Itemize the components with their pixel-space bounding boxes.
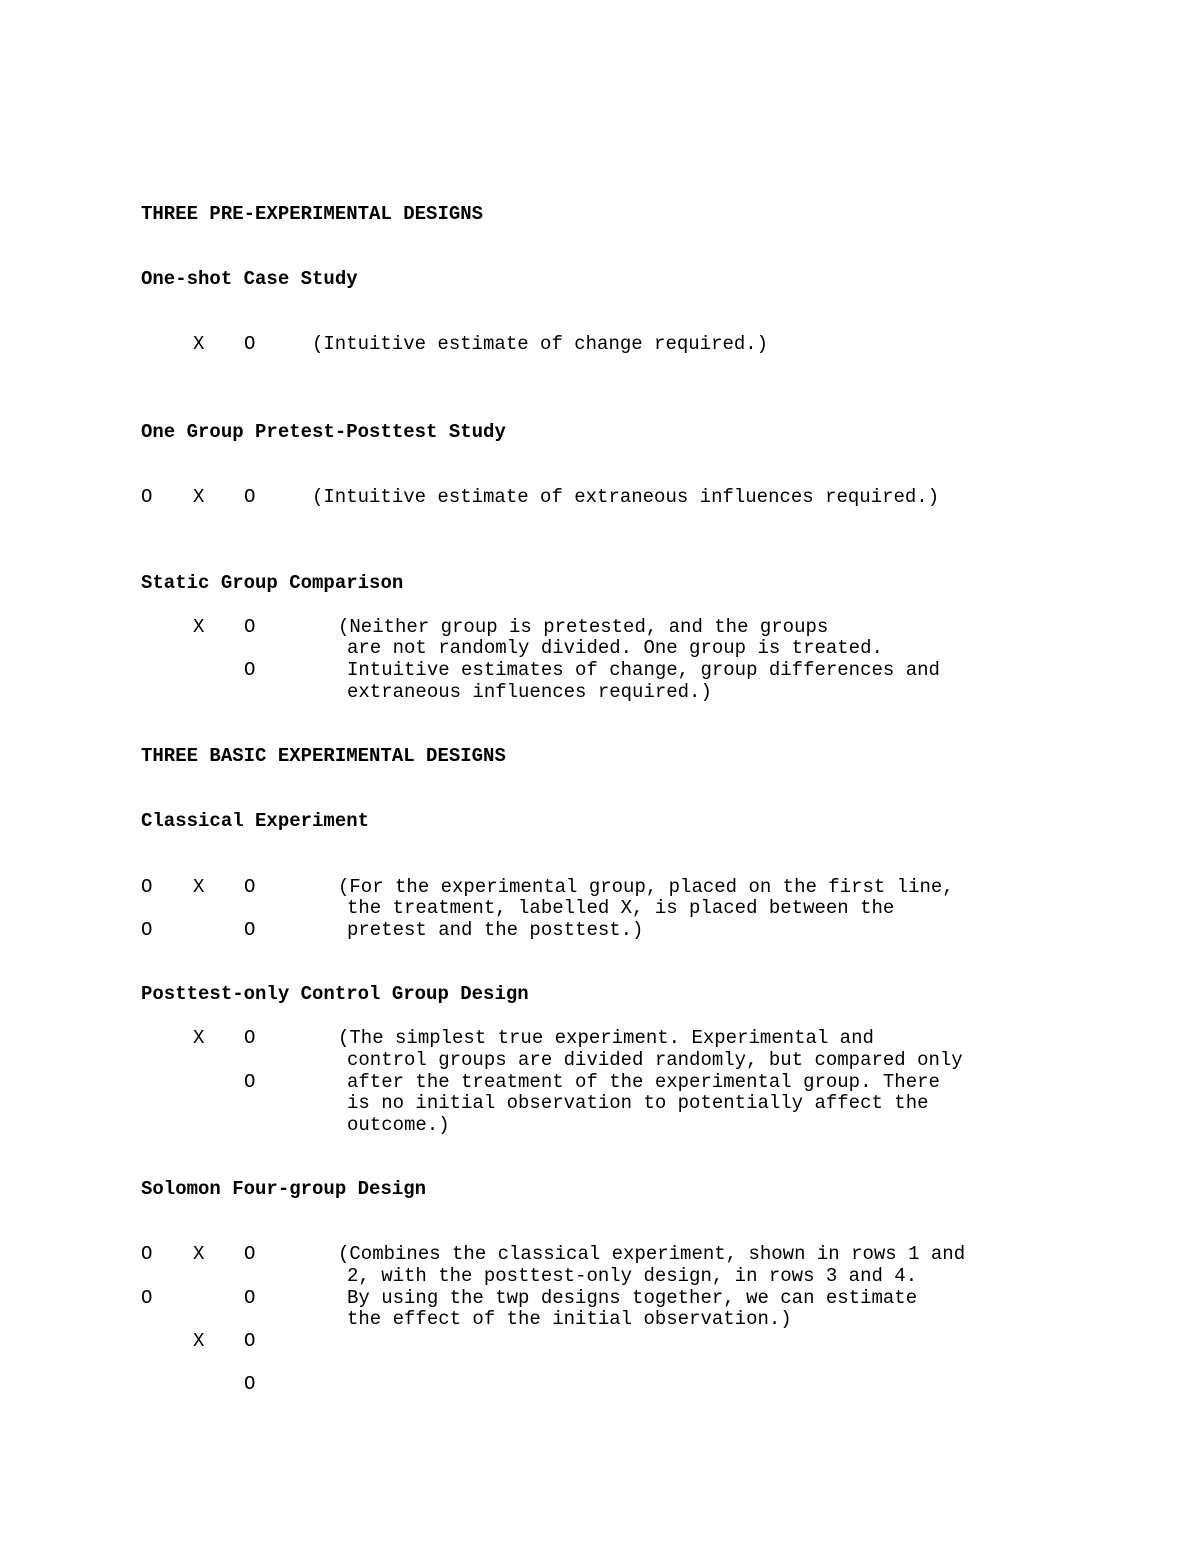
design-note: the effect of the initial observation.) — [347, 1308, 792, 1330]
design-note: (Combines the classical experiment, shown in rows 1 and — [338, 1243, 966, 1265]
design-note: (Neither group is pretested, and the groups — [338, 616, 829, 638]
design-row-symbol: O — [244, 659, 256, 681]
design-title-solomon: Solomon Four-group Design — [141, 1178, 427, 1200]
design-note: after the treatment of the experimental group. There — [347, 1071, 940, 1093]
design-row-symbol: X — [193, 486, 205, 508]
design-row-symbol: O — [244, 1330, 256, 1352]
design-row-symbol: O — [244, 1027, 256, 1049]
design-row-symbol: O — [244, 616, 256, 638]
design-title-static-group: Static Group Comparison — [141, 572, 404, 594]
design-note: the treatment, labelled X, is placed between the — [347, 897, 895, 919]
section-heading-basic-experimental: THREE BASIC EXPERIMENTAL DESIGNS — [141, 745, 506, 767]
design-row-symbol: X — [193, 616, 205, 638]
design-note: 2, with the posttest-only design, in rows 3 and 4. — [347, 1265, 918, 1287]
design-row-symbol: O — [244, 919, 256, 941]
design-title-one-group: One Group Pretest-Posttest Study — [141, 421, 506, 443]
design-note: Intuitive estimates of change, group differences and — [347, 659, 940, 681]
design-row-symbol: O — [244, 333, 256, 355]
design-row-symbol: O — [244, 876, 256, 898]
design-title-posttest-only: Posttest-only Control Group Design — [141, 983, 529, 1005]
design-row-symbol: O — [244, 1287, 256, 1309]
design-row-symbol: X — [193, 1027, 205, 1049]
design-note: control groups are divided randomly, but compared only — [347, 1049, 963, 1071]
design-note: is no initial observation to potentially affect the — [347, 1092, 929, 1114]
design-row-symbol: X — [193, 876, 205, 898]
design-row-symbol: O — [141, 876, 153, 898]
design-note: (The simplest true experiment. Experimental and — [338, 1027, 874, 1049]
design-note: outcome.) — [347, 1114, 450, 1136]
design-note: are not randomly divided. One group is treated. — [347, 637, 883, 659]
section-heading-pre-experimental: THREE PRE-EXPERIMENTAL DESIGNS — [141, 203, 484, 225]
design-note: extraneous influences required.) — [347, 681, 712, 703]
design-row-symbol: O — [141, 1243, 153, 1265]
design-note: (Intuitive estimate of change required.) — [312, 333, 769, 355]
design-note: (Intuitive estimate of extraneous influences required.) — [312, 486, 940, 508]
design-title-classical: Classical Experiment — [141, 810, 370, 832]
design-row-symbol: X — [193, 1330, 205, 1352]
design-row-symbol: O — [244, 486, 256, 508]
design-note: By using the twp designs together, we can estimate — [347, 1287, 918, 1309]
design-note: pretest and the posttest.) — [347, 919, 644, 941]
design-title-one-shot: One-shot Case Study — [141, 268, 358, 290]
design-row-symbol: O — [244, 1373, 256, 1395]
design-row-symbol: X — [193, 1243, 205, 1265]
design-row-symbol: O — [244, 1071, 256, 1093]
design-row-symbol: O — [141, 919, 153, 941]
design-row-symbol: O — [141, 1287, 153, 1309]
design-note: (For the experimental group, placed on the first line, — [338, 876, 954, 898]
design-row-symbol: O — [244, 1243, 256, 1265]
design-row-symbol: X — [193, 333, 205, 355]
design-row-symbol: O — [141, 486, 153, 508]
